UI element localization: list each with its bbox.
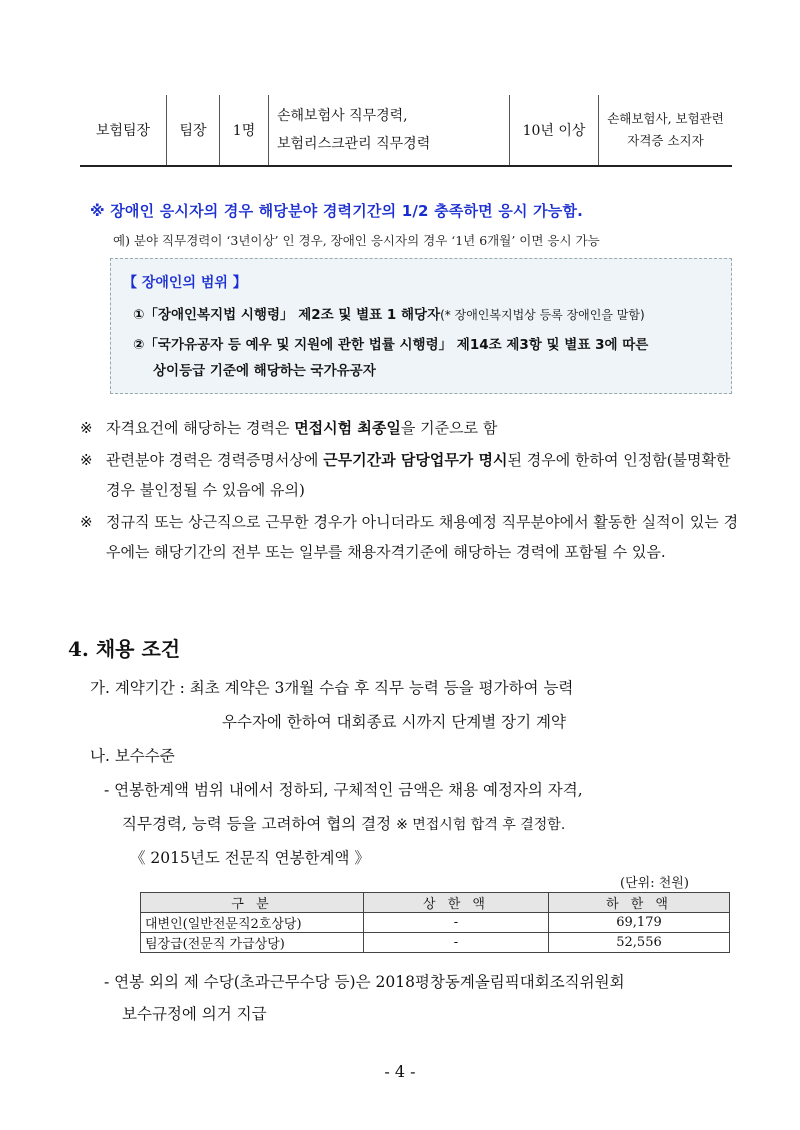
contract-line-2: 우수자에 한하여 대회종료 시까지 단계별 장기 계약 (222, 713, 566, 731)
note-2 (80, 445, 740, 505)
example-text: 예) 분야 직무경력이 ‘3년이상’ 인 경우, 장애인 응시자의 경우 ‘1년 6개월’ 이면 응시 가능 (113, 233, 600, 248)
pay-line-2 (122, 812, 565, 834)
table-row (80, 95, 732, 166)
scope-title: 【 장애인의 범위 】 (123, 275, 247, 291)
row-lower: 52,556 (549, 933, 730, 953)
cert-line-2: 자격증 소지자 (627, 133, 704, 148)
note-1-bold: 면접시험 최종일 (294, 419, 401, 437)
pay-line-1: - 연봉한계액 범위 내에서 정하되, 구체적인 금액은 채용 예정자의 자격, (104, 781, 583, 799)
row-upper: - (364, 913, 549, 933)
allowance-line-1: - 연봉 외의 제 수당(초과근무수당 등)은 2018평창동계올림픽대회조직위원회 (104, 973, 625, 991)
experience-line-1: 손해보험사 직무경력, (277, 108, 408, 124)
table-row (141, 933, 730, 953)
scope-item-1-sub: (* 장애인복지법상 등록 장애인을 말함) (440, 308, 645, 322)
position-cell: 보험팀장 (80, 95, 167, 166)
note-1-text-c: 을 기준으로 함 (400, 419, 498, 437)
row-label: 팀장급(전문직 가급상당) (141, 933, 364, 953)
note-1 (80, 413, 740, 443)
unit-label: (단위: 천원) (620, 876, 689, 891)
disability-scope-box (110, 258, 732, 394)
salary-title: 《 2015년도 전문직 연봉한계액 》 (130, 849, 370, 867)
section-heading: 4. 채용 조건 (68, 637, 181, 661)
note-3-text: 정규직 또는 상근직으로 근무한 경우가 아니더라도 채용예정 직무분야에서 활동한 실적이 있는 경우에는 해당기간의 전부 또는 일부를 채용자격기준에 해당하는 경력에 포함될 수 있음. (106, 513, 739, 561)
experience-cell (269, 95, 510, 166)
table-header-row (141, 893, 730, 913)
scope-item-1 (133, 303, 645, 323)
note-mark: ※ (80, 513, 93, 531)
scope-item-2-line-2: 상이등급 기준에 해당하는 국가유공자 (153, 363, 376, 379)
header-upper: 상 한 액 (364, 893, 549, 913)
note-2-bold: 근무기간과 담당업무가 명시 (323, 451, 508, 469)
note-2-text-c: 된 경우에 한하여 인정함(불명확한 경우 불인정될 수 있음에 유의) (106, 451, 731, 499)
scope-item-2-line-1: ②「국가유공자 등 예우 및 지원에 관한 법률 시행령」 제14조 제3항 및 별표 3에 따른 (133, 337, 649, 353)
pay-heading: 나. 보수수준 (90, 747, 175, 765)
note-3 (80, 507, 740, 567)
cert-line-1: 손해보험사, 보험관련 (607, 111, 724, 126)
page-number: - 4 - (384, 1062, 416, 1081)
pay-line-2-text: 직무경력, 능력 등을 고려하여 협의 결정 (122, 815, 397, 833)
row-lower: 69,179 (549, 913, 730, 933)
allowance-line-2: 보수규정에 의거 지급 (122, 1005, 267, 1023)
header-lower: 하 한 액 (549, 893, 730, 913)
scope-item-1-main: ①「장애인복지법 시행령」 제2조 및 별표 1 해당자 (133, 307, 441, 323)
note-2-text-a: 관련분야 경력은 경력증명서상에 (106, 451, 324, 469)
row-upper: - (364, 933, 549, 953)
note-mark: ※ (80, 451, 93, 469)
salary-table (140, 892, 730, 953)
cert-cell (599, 95, 733, 166)
years-cell: 10년 이상 (510, 95, 599, 166)
row-label: 대변인(일반전문직2호상당) (141, 913, 364, 933)
position-table (80, 95, 732, 167)
pay-line-2-note: ※ 면접시험 합격 후 결정함. (396, 817, 566, 833)
table-row (141, 913, 730, 933)
count-cell: 1명 (220, 95, 269, 166)
note-1-text-a: 자격요건에 해당하는 경력은 (106, 419, 295, 437)
experience-line-2: 보험리스크관리 직무경력 (277, 136, 431, 152)
disability-notice: ※ 장애인 응시자의 경우 해당분야 경력기간의 1/2 충족하면 응시 가능함. (90, 202, 584, 220)
header-category: 구 분 (141, 893, 364, 913)
rank-cell: 팀장 (167, 95, 220, 166)
contract-line-1: 가. 계약기간 : 최초 계약은 3개월 수습 후 직무 능력 등을 평가하여 능력 (90, 679, 574, 697)
note-mark: ※ (80, 419, 93, 437)
